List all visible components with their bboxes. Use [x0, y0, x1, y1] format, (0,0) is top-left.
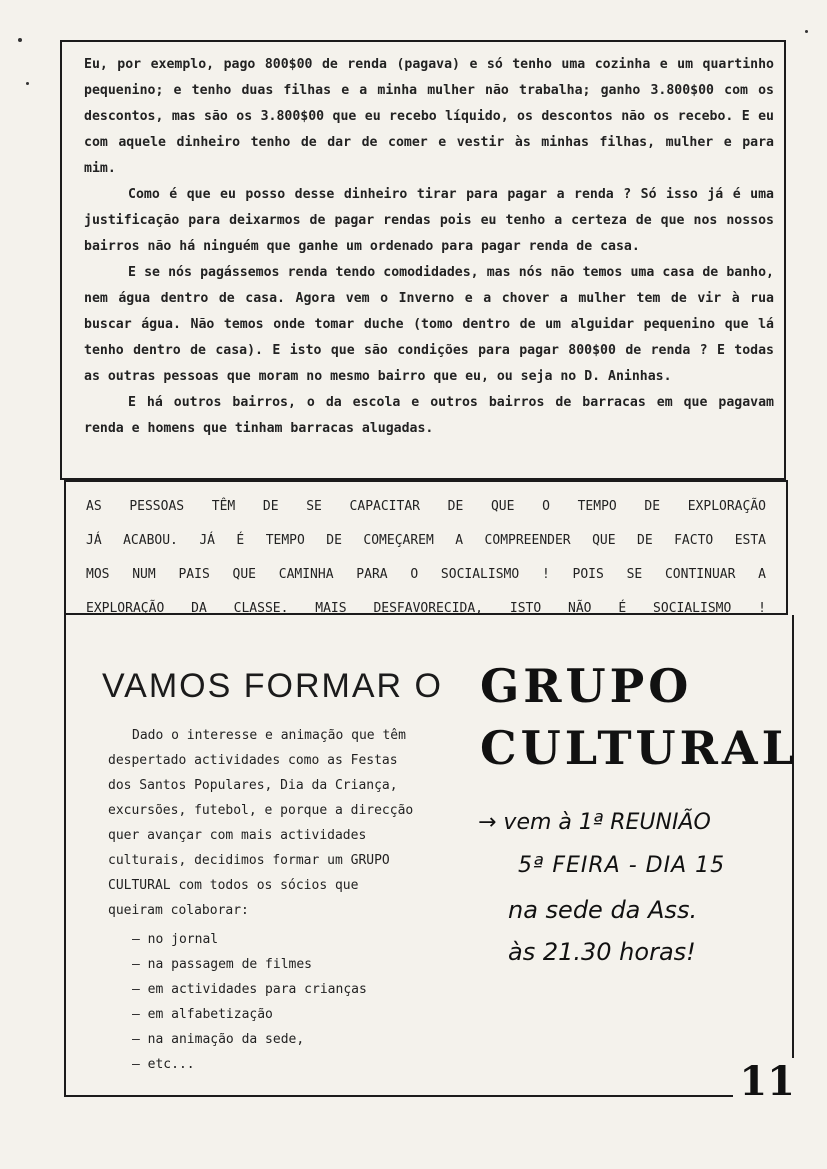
intro-paragraph: Dado o interesse e animação que têm despertado actividades como as Festas dos Santos Populares, Dia da Criança, excursões, futebol, e porque a direcção quer avançar com mais actividades culturais, decidimos formar um GRUPO CULTURAL com todos os sócios que queiram colaborar:: [108, 728, 414, 918]
story-box: [60, 40, 786, 480]
story-paragraph: Eu, por exemplo, pago 800$00 de renda (pagava) e só tenho uma cozinha e um quartinho pequenino; e tenho duas filhas e a minha mulher não trabalha; ganho 3.800$00 com os descontos, mas são os 3.800$00 que eu recebo líquido, os descontos não os recebo. E eu com aquele dinheiro tenho de dar de comer e vestir às minhas filhas, mulher e para mim.: [84, 57, 774, 176]
announcement-title: [480, 655, 798, 779]
invite-line: às 21.30 horas!: [508, 938, 696, 966]
announcement-box: [64, 615, 798, 1097]
announcement-heading: VAMOS FORMAR O: [102, 667, 443, 705]
scan-speck: [26, 82, 29, 85]
notice-box: [64, 480, 788, 615]
announcement-body: [108, 723, 418, 1077]
story-text: [84, 52, 774, 442]
list-item: – em actividades para crianças: [132, 982, 367, 997]
notice-line: AS PESSOAS TÊM DE SE CAPACITAR DE QUE O TEMPO DE EXPLORAÇÃO: [86, 499, 766, 514]
list-item: – em alfabetização: [132, 1007, 273, 1022]
invite-line: 5ª FEIRA - DIA 15: [518, 853, 726, 878]
story-paragraph: E há outros bairros, o da escola e outros bairros de barracas em que pagavam renda e homens que tinham barracas alugadas.: [84, 395, 774, 436]
notice-line: MOS NUM PAIS QUE CAMINHA PARA O SOCIALISMO ! POIS SE CONTINUAR A: [86, 567, 766, 582]
title-line: GRUPO: [480, 659, 693, 713]
invite-line: → vem à 1ª REUNIÃO: [478, 810, 711, 835]
story-paragraph: E se nós pagássemos renda tendo comodidades, mas nós não temos uma casa de banho, nem água dentro de casa. Agora vem o Inverno e a chover a mulher tem de vir à rua buscar água. Não temos onde tomar duche (tomo dentro de um alguidar pequenino que lá tenho dentro de casa). E isto que são condições para pagar 800$00 de renda ? E todas as outras pessoas que moram no mesmo bairro que eu, ou seja no D. Aninhas.: [84, 265, 774, 384]
list-item: – etc...: [132, 1057, 195, 1072]
notice-line: JÁ ACABOU. JÁ É TEMPO DE COMEÇAREM A COMPREENDER QUE DE FACTO ESTA: [86, 533, 766, 548]
notice-text: [86, 490, 766, 626]
notice-line: EXPLORAÇÃO DA CLASSE. MAIS DESFAVORECIDA, ISTO NÃO É SOCIALISMO !: [86, 601, 766, 616]
invite-line: na sede da Ass.: [508, 896, 698, 924]
activity-list: [108, 927, 418, 1077]
list-item: – na passagem de filmes: [132, 957, 313, 972]
story-paragraph: Como é que eu posso desse dinheiro tirar para pagar a renda ? Só isso já é uma justificação para deixarmos de pagar rendas pois eu tenho a certeza de que nos nossos bairros não há ninguém que ganhe um ordenado para pagar renda de casa.: [84, 187, 774, 254]
scan-speck: [805, 30, 808, 33]
meeting-invite: [478, 810, 788, 966]
list-item: – no jornal: [132, 932, 219, 947]
page-number: 11: [733, 1058, 801, 1105]
scan-speck: [18, 38, 22, 42]
list-item: – na animação da sede,: [132, 1032, 305, 1047]
title-line: CULTURAL: [480, 721, 798, 775]
